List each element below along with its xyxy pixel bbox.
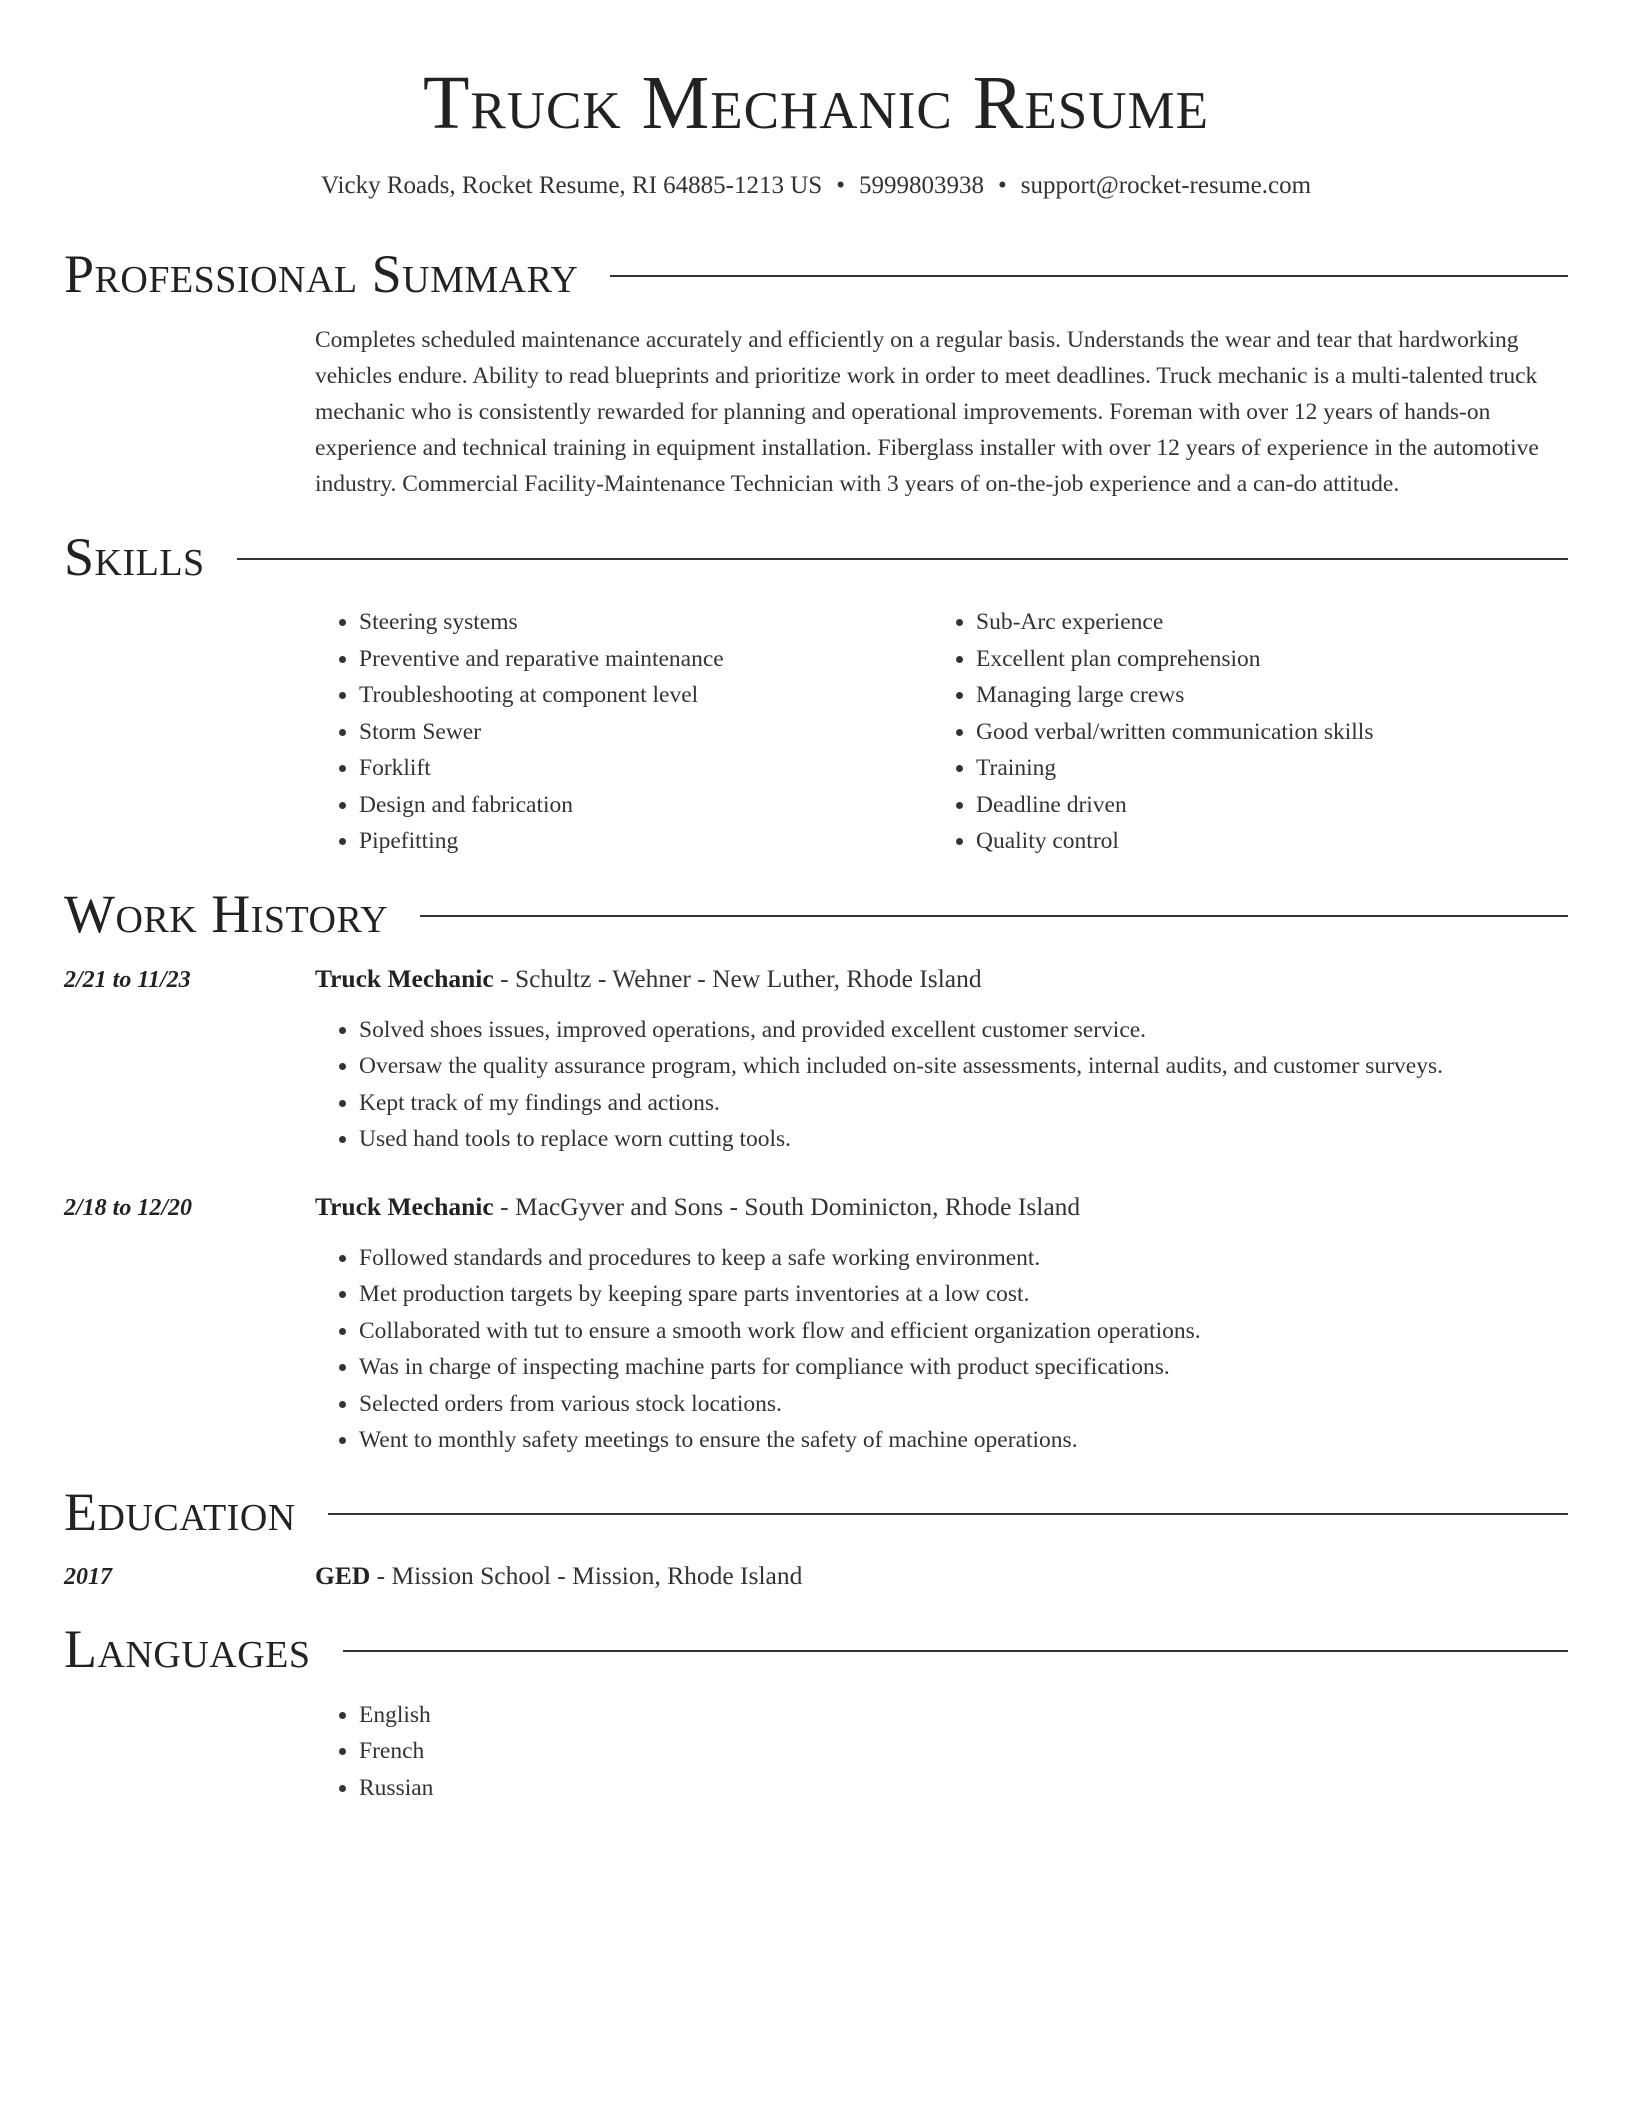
job-dates: 2/21 to 11/23 <box>64 966 191 993</box>
education-entry <box>64 1558 1568 1595</box>
job-bullet: • Went to monthly safety meetings to ensure the safety of machine operations. <box>359 1422 1568 1459</box>
job-bullet: • Used hand tools to replace worn cutting tools. <box>359 1121 1568 1158</box>
summary-text: Completes scheduled maintenance accurately and efficiently on a regular basis. Understands the wear and tear that hardworking vehicles endure. Ability to read blueprints and prioritize work in order to meet deadlines. Truck mechanic is a multi-talented truck mechanic who is consistently rewarded for planning and operational improvements. Foreman with over 12 years of hands-on experience and technical training in equipment installation. Fiberglass installer with over 12 years of experience in the automotive industry. Commercial Facility-Maintenance Technician with 3 years of on-the-job experience and a can-do attitude. <box>315 327 1539 497</box>
work-section <box>64 883 1568 1459</box>
languages-heading: Languages <box>64 1618 311 1679</box>
skill-item: • Troubleshooting at component level <box>359 677 932 714</box>
skills-heading-row <box>64 526 1568 588</box>
education-heading-row <box>64 1481 1568 1543</box>
contact-line <box>64 170 1568 202</box>
language-item: • Russian <box>359 1770 1568 1807</box>
work-heading-row <box>64 883 1568 945</box>
job-employer: - MacGyver and Sons - South Dominicton, Rhode Island <box>493 1191 1081 1221</box>
job-bullet: • Solved shoes issues, improved operations, and provided excellent customer service. <box>359 1012 1568 1049</box>
skill-item: • Preventive and reparative maintenance <box>359 641 932 678</box>
skill-item: • Training <box>976 750 1549 787</box>
resume-page <box>64 0 1568 1806</box>
job-bullet: • Followed standards and procedures to keep a safe working environment. <box>359 1240 1568 1277</box>
work-heading: Work History <box>64 883 389 944</box>
section-divider <box>237 558 1568 560</box>
skills-column-right <box>932 604 1549 860</box>
languages-heading-row <box>64 1618 1568 1680</box>
skill-item: • Steering systems <box>359 604 932 641</box>
education-line <box>315 1558 802 1594</box>
education-section <box>64 1481 1568 1595</box>
skill-item: • Excellent plan comprehension <box>976 641 1549 678</box>
skills-heading: Skills <box>64 527 205 587</box>
education-year: 2017 <box>64 1563 112 1590</box>
skill-item: • Design and fabrication <box>359 787 932 824</box>
education-heading: Education <box>64 1481 296 1542</box>
summary-heading: Professional Summary <box>64 244 579 304</box>
summary-section <box>64 243 1568 502</box>
section-divider <box>420 915 1568 917</box>
section-divider <box>610 275 1568 277</box>
language-item: • English <box>359 1697 1568 1734</box>
skill-item: • Managing large crews <box>976 677 1549 714</box>
job-title-line <box>315 961 982 997</box>
languages-list <box>315 1697 1568 1807</box>
job-bullet: • Met production targets by keeping spare parts inventories at a low cost. <box>359 1276 1568 1313</box>
skill-item: • Deadline driven <box>976 787 1549 824</box>
job-employer: - Schultz - Wehner - New Luther, Rhode Island <box>493 963 982 993</box>
job-bullet: • Kept track of my findings and actions. <box>359 1085 1568 1122</box>
skill-item: • Sub-Arc experience <box>976 604 1549 641</box>
job-bullet: • Selected orders from various stock locations. <box>359 1386 1568 1423</box>
skill-item: • Pipefitting <box>359 823 932 860</box>
section-divider <box>328 1513 1568 1515</box>
job-entry <box>64 1189 1568 1459</box>
section-divider <box>343 1650 1569 1652</box>
language-item: • French <box>359 1733 1568 1770</box>
skills-list <box>315 604 1568 860</box>
job-title: Truck Mechanic <box>315 1191 494 1221</box>
job-header <box>64 1189 1568 1226</box>
skill-item: • Good verbal/written communication skills <box>976 714 1549 751</box>
skill-item: • Quality control <box>976 823 1549 860</box>
education-row <box>64 1558 1568 1595</box>
contact-separator: • <box>997 172 1007 199</box>
skill-item: • Forklift <box>359 750 932 787</box>
job-title: Truck Mechanic <box>315 963 494 993</box>
education-degree: GED <box>315 1560 371 1590</box>
job-entry <box>64 961 1568 1158</box>
education-school: - Mission School - Mission, Rhode Island <box>370 1560 803 1590</box>
resume-title: Truck Mechanic Resume <box>422 61 1210 145</box>
job-bullet: • Collaborated with tut to ensure a smooth work flow and efficient organization operations. <box>359 1313 1568 1350</box>
job-title-line <box>315 1189 1080 1225</box>
summary-heading-row <box>64 243 1568 305</box>
contact-phone: 5999803938 <box>858 172 984 199</box>
contact-email: support@rocket-resume.com <box>1020 172 1312 199</box>
job-header <box>64 961 1568 998</box>
skills-section <box>64 526 1568 860</box>
job-bullets <box>315 1240 1568 1459</box>
job-dates: 2/18 to 12/20 <box>64 1194 193 1221</box>
contact-address: Vicky Roads, Rocket Resume, RI 64885-1213 US <box>320 172 823 199</box>
skills-column-left <box>315 604 932 860</box>
job-bullet: • Was in charge of inspecting machine parts for compliance with product specifications. <box>359 1349 1568 1386</box>
job-bullet: • Oversaw the quality assurance program, which included on-site assessments, internal audits, and customer surveys. <box>359 1048 1568 1085</box>
contact-separator: • <box>836 172 845 199</box>
languages-section <box>64 1618 1568 1807</box>
skill-item: • Storm Sewer <box>359 714 932 751</box>
job-bullets <box>315 1012 1568 1158</box>
